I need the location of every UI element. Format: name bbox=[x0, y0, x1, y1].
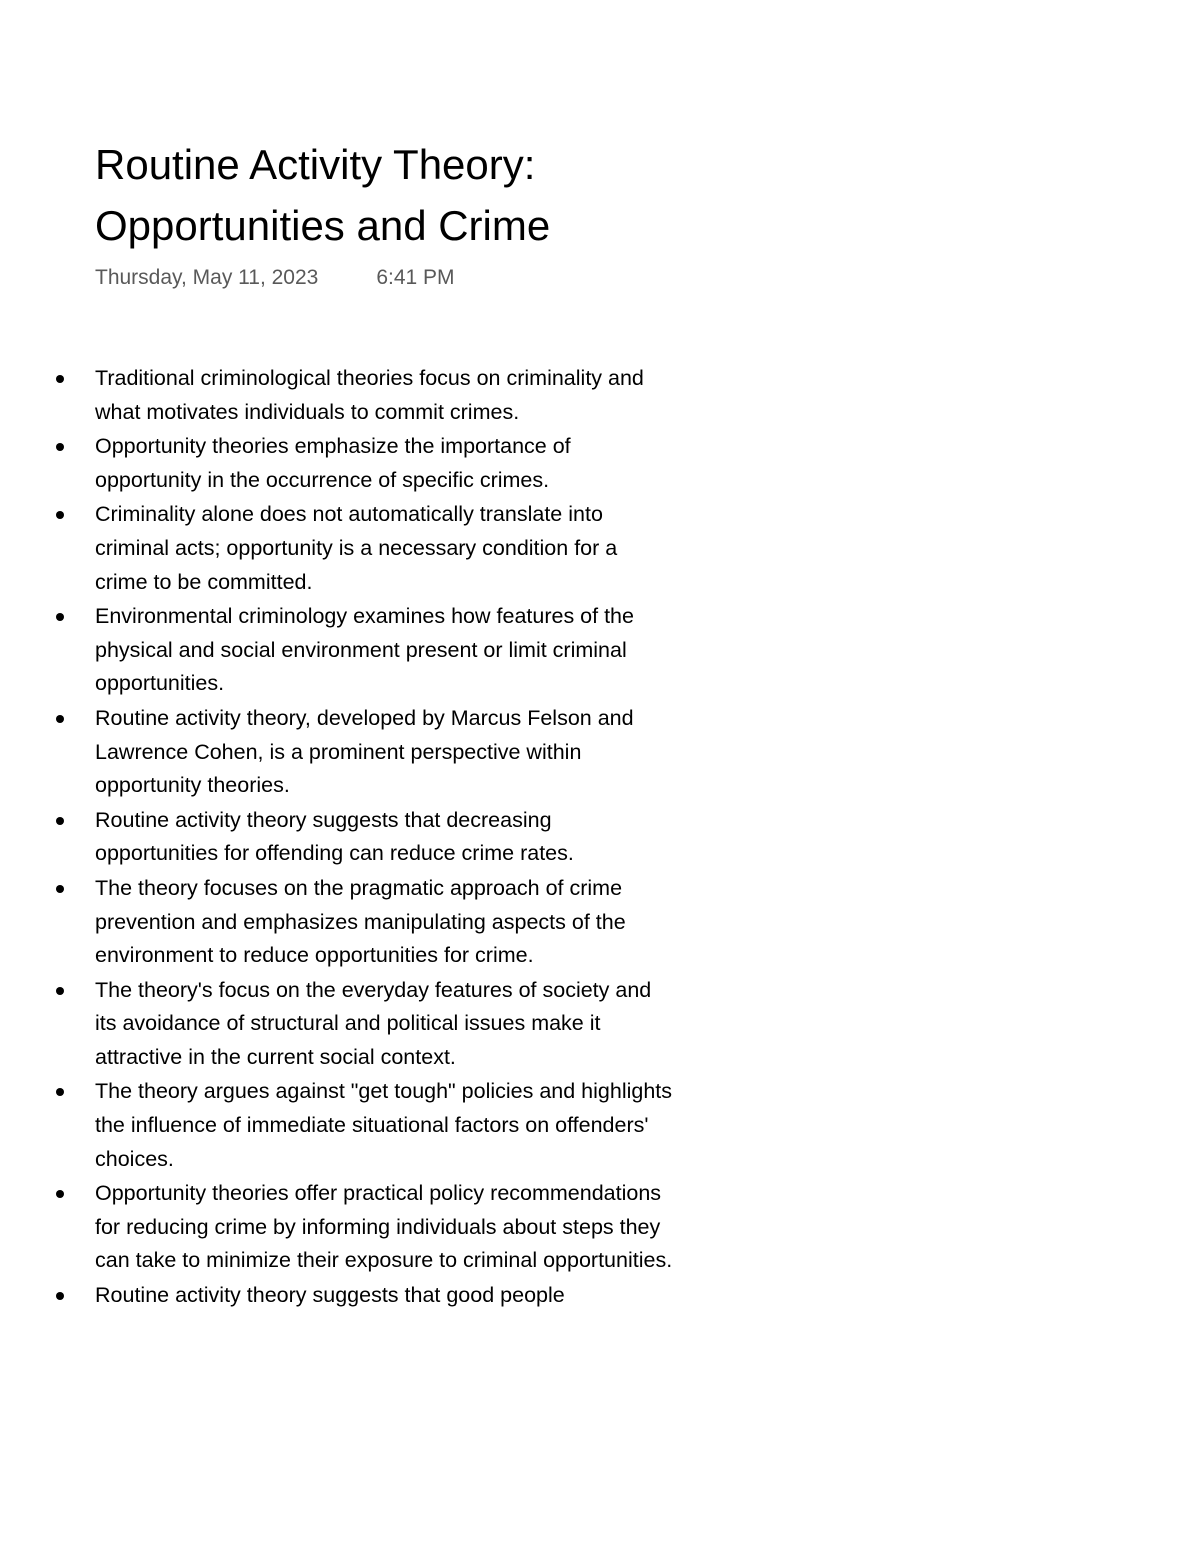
bullet-icon bbox=[56, 1292, 64, 1300]
bullet-icon bbox=[56, 1088, 64, 1096]
list-item bbox=[95, 804, 675, 871]
list-item bbox=[95, 600, 675, 701]
list-item bbox=[95, 974, 675, 1075]
list-item-text: Criminality alone does not automatically translate into criminal acts; opportunity is a necessary condition for a crime to be committed. bbox=[95, 502, 618, 594]
list-item bbox=[95, 430, 675, 497]
bullet-list bbox=[95, 362, 675, 1314]
list-item-text: Traditional criminological theories focus on criminality and what motivates individuals to commit crimes. bbox=[95, 366, 644, 424]
list-item-text: The theory's focus on the everyday features of society and its avoidance of structural and political issues make it attractive in the current social context. bbox=[95, 977, 652, 1069]
list-item bbox=[95, 1177, 675, 1278]
list-item-text: Routine activity theory, developed by Marcus Felson and Lawrence Cohen, is a prominent perspective within opportunity theories. bbox=[95, 705, 634, 798]
page-title-line-2: Opportunities and Crime bbox=[95, 202, 551, 249]
list-item-text: The theory focuses on the pragmatic approach of crime prevention and emphasizes manipulating aspects of the environment to reduce opportunities for crime. bbox=[95, 875, 626, 968]
list-item-text: Environmental criminology examines how features of the physical and social environment present or limit criminal opportunities. bbox=[95, 604, 634, 696]
bullet-icon bbox=[56, 613, 64, 621]
list-item bbox=[95, 362, 675, 429]
list-item-text: The theory argues against "get tough" policies and highlights the influence of immediate situational factors on offenders' choices. bbox=[95, 1079, 673, 1171]
list-item-text: Routine activity theory suggests that decreasing opportunities for offending can reduce crime rates. bbox=[95, 807, 574, 866]
page-title-line-1: Routine Activity Theory: bbox=[95, 141, 536, 188]
bullet-icon bbox=[56, 375, 64, 383]
list-item bbox=[95, 1279, 675, 1313]
list-item bbox=[95, 1075, 675, 1176]
bullet-icon bbox=[56, 715, 64, 723]
list-item bbox=[95, 702, 675, 803]
note-date: Thursday, May 11, 2023 bbox=[95, 266, 319, 289]
bullet-icon bbox=[56, 1190, 64, 1198]
note-time: 6:41 PM bbox=[376, 266, 455, 289]
list-item-text: Opportunity theories offer practical policy recommendations for reducing crime by informing individuals about steps they can take to minimize their exposure to criminal opportunities. bbox=[95, 1181, 673, 1273]
list-item-text: Opportunity theories emphasize the importance of opportunity in the occurrence of specific crimes. bbox=[95, 434, 571, 492]
bullet-icon bbox=[56, 817, 64, 825]
bullet-icon bbox=[56, 885, 64, 893]
list-item bbox=[95, 498, 675, 599]
bullet-icon bbox=[56, 987, 64, 995]
list-item-text: Routine activity theory suggests that good people bbox=[95, 1283, 565, 1308]
bullet-icon bbox=[56, 443, 64, 451]
list-item bbox=[95, 872, 675, 973]
note-timestamp bbox=[95, 263, 455, 293]
bullet-icon bbox=[56, 511, 64, 519]
page-title bbox=[95, 134, 795, 256]
note-body bbox=[0, 362, 1200, 1436]
